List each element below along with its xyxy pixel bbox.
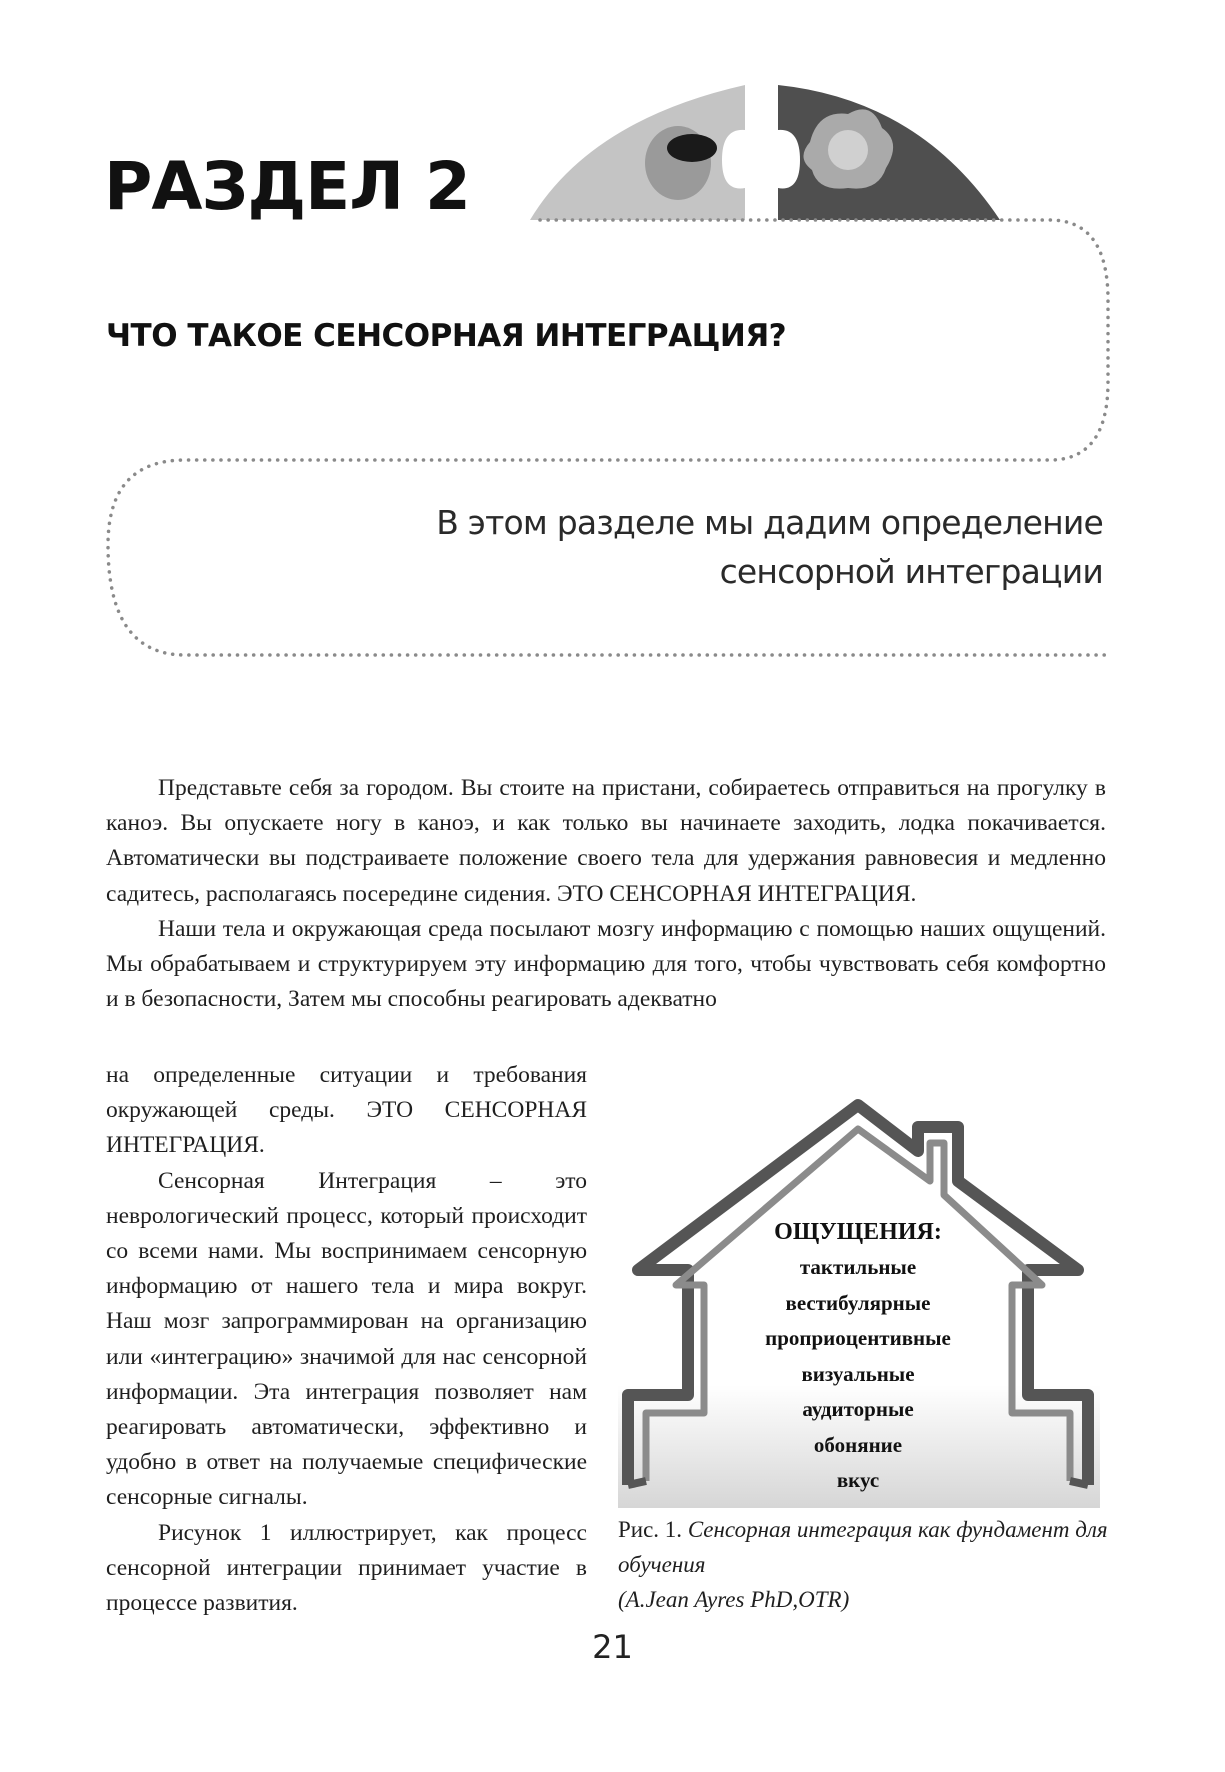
paragraph-2-top: Наши тела и окружающая среда посылают мозгу информацию с помощью наших ощущений. Мы обрабатываем и структурируем эту информацию для того, чтобы чувствовать себя комфортно и в безопасности, Затем мы способны реагировать адекватно (106, 915, 1106, 1013)
body-text-left-column (106, 1058, 587, 1621)
figure-house (618, 1085, 1100, 1508)
intro-lead-line-2: сенсорной интеграции (719, 552, 1103, 591)
chapter-title: ЧТО ТАКОЕ СЕНСОРНАЯ ИНТЕГРАЦИЯ? (106, 318, 787, 354)
page-number: 21 (592, 1628, 633, 1666)
section-title: РАЗДЕЛ 2 (104, 148, 470, 225)
sense-item: аудиторные (802, 1397, 914, 1421)
sense-item: визуальные (801, 1361, 915, 1386)
sense-item: вкус (836, 1468, 880, 1492)
figure-caption (618, 1512, 1118, 1617)
sense-item: вестибулярные (785, 1290, 931, 1315)
senses-list (708, 1215, 1008, 1499)
caption-credit: (A.Jean Ayres PhD,OTR) (618, 1587, 850, 1612)
senses-title: ОЩУЩЕНИЯ: (774, 1219, 942, 1245)
paragraph-4: Рисунок 1 иллюстрирует, как процесс сенсорной интеграции принимает участие в процессе развития. (106, 1519, 587, 1617)
sense-item: проприоцентивные (765, 1326, 951, 1350)
paragraph-1: Представьте себя за городом. Вы стоите на пристани, собираетесь отправиться на прогулку в каноэ. Вы опускаете ногу в каноэ, и как только вы начинаете заходить, лодка покачивается. Автоматически вы подстраиваете положение своего тела для удержания равновесия и медленно садитесь, располагаясь посередине сидения. ЭТО СЕНСОРНАЯ ИНТЕГРАЦИЯ. (106, 775, 1106, 907)
sense-item: обоняние (813, 1432, 903, 1457)
section-intro-lead (343, 498, 1103, 596)
caption-prefix: Рис. 1. (618, 1517, 688, 1542)
intro-lead-line-1: В этом разделе мы дадим определение (436, 503, 1103, 542)
caption-title: Сенсорная интеграция как фундамент для обучения (618, 1517, 1108, 1577)
paragraph-2-bottom: на определенные ситуации и требования окружающей среды. ЭТО СЕНСОРНАЯ ИНТЕГРАЦИЯ. (106, 1062, 587, 1159)
paragraph-3: Сенсорная Интеграция – это неврологический процесс, который происходит со всеми нами. Мы воспринимаем сенсорную информацию от нашего тела и мира вокруг. Наш мозг запрограммирован на организацию или «интеграцию» значимой для нас сенсорной информации. Эта интеграция позволяет нам реагировать автоматически, эффективно и удобно в ответ на получаемые специфические сенсорные сигналы. (106, 1167, 587, 1511)
body-text-full-width (106, 771, 1106, 1017)
sense-item: тактильные (799, 1255, 917, 1279)
